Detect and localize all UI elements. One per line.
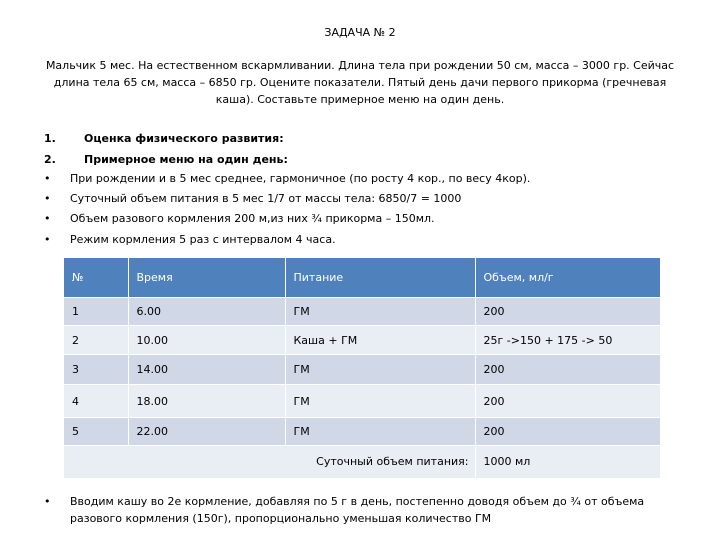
bullet-mark: • bbox=[44, 192, 51, 205]
cell-time: 10.00 bbox=[128, 326, 285, 355]
total-value: 1000 мл bbox=[475, 446, 660, 478]
cell-number: 5 bbox=[64, 418, 128, 446]
table-row bbox=[64, 385, 660, 418]
cell-number: 1 bbox=[64, 298, 128, 326]
cell-time: 14.00 bbox=[128, 355, 285, 385]
cell-number: 2 bbox=[64, 326, 128, 355]
header-number: № bbox=[64, 258, 128, 298]
table-header-row bbox=[64, 258, 660, 298]
bullet-text: Суточный объем питания в 5 мес 1/7 от массы тела: 6850/7 = 1000 bbox=[70, 192, 462, 205]
bullet-text: При рождении и в 5 мес среднее, гармоничное (по росту 4 кор., по весу 4кор). bbox=[70, 172, 531, 185]
item-text: Оценка физического развития: bbox=[84, 132, 284, 145]
cell-food: ГМ bbox=[285, 298, 475, 326]
feeding-schedule-table bbox=[64, 258, 661, 478]
table-row bbox=[64, 418, 660, 446]
cell-time: 18.00 bbox=[128, 385, 285, 418]
cell-time: 6.00 bbox=[128, 298, 285, 326]
bullet-mark: • bbox=[44, 172, 51, 185]
bullet-mark: • bbox=[44, 212, 51, 225]
item-number: 1. bbox=[44, 132, 56, 145]
header-food: Питание bbox=[285, 258, 475, 298]
header-volume: Объем, мл/г bbox=[475, 258, 660, 298]
bullet-mark: • bbox=[44, 233, 51, 246]
cell-number: 3 bbox=[64, 355, 128, 385]
cell-volume: 200 bbox=[475, 385, 660, 418]
cell-volume: 25г ->150 + 175 -> 50 bbox=[475, 326, 660, 355]
bullet-text: Объем разового кормления 200 м,из них ¾ прикорма – 150мл. bbox=[70, 212, 435, 225]
cell-number: 4 bbox=[64, 385, 128, 418]
cell-food: ГМ bbox=[285, 385, 475, 418]
cell-volume: 200 bbox=[475, 355, 660, 385]
item-text: Примерное меню на один день: bbox=[84, 153, 288, 166]
table-row bbox=[64, 355, 660, 385]
cell-food: ГМ bbox=[285, 418, 475, 446]
cell-time: 22.00 bbox=[128, 418, 285, 446]
task-description: Мальчик 5 мес. На естественном вскармливании. Длина тела при рождении 50 см, масса – 3000 гр. Сейчас длина тела 65 см, масса – 6850 гр. Оцените показатели. Пятый день дачи первого прикорма (гречневая каша). Составьте примерное меню на один день. bbox=[45, 59, 675, 106]
cell-food: ГМ bbox=[285, 355, 475, 385]
header-time: Время bbox=[128, 258, 285, 298]
page-title: ЗАДАЧА № 2 bbox=[324, 26, 396, 39]
cell-volume: 200 bbox=[475, 418, 660, 446]
bullet-mark: • bbox=[44, 495, 51, 508]
total-label: Суточный объем питания: bbox=[64, 446, 475, 478]
table-row bbox=[64, 298, 660, 326]
bullet-text: Вводим кашу во 2е кормление, добавляя по 5 г в день, постепенно доводя объем до ¾ от объема разового кормления (150г), пропорционально уменьшая количество ГМ bbox=[70, 495, 645, 525]
bullet-text: Режим кормления 5 раз с интервалом 4 часа. bbox=[70, 233, 336, 246]
table-row bbox=[64, 326, 660, 355]
cell-volume: 200 bbox=[475, 298, 660, 326]
cell-food: Каша + ГМ bbox=[285, 326, 475, 355]
item-number: 2. bbox=[44, 153, 56, 166]
table-total-row bbox=[64, 446, 660, 478]
